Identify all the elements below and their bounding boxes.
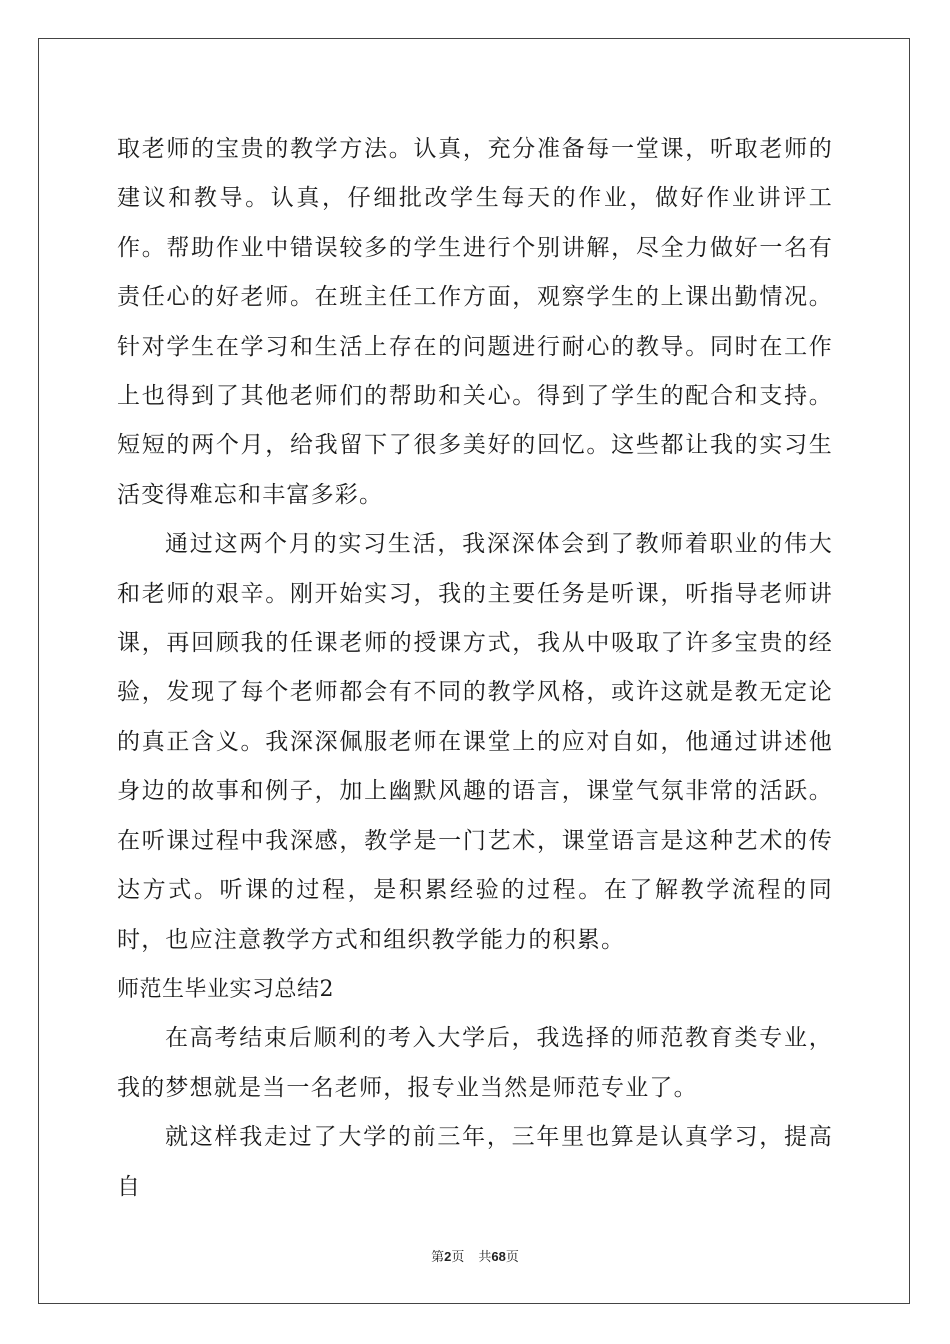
page-prefix: 第	[431, 1250, 445, 1265]
current-page-number: 2	[444, 1249, 452, 1264]
paragraph-2: 通过这两个月的实习生活，我深深体会到了教师着职业的伟大和老师的艰辛。刚开始实习，我的主要任务是听课，听指导老师讲课，再回顾我的任课老师的授课方式，我从中吸取了许多宝贵的经验，发现了每个老师都会有不同的教学风格，或许这就是教无定论的真正含义。我深深佩服老师在课堂上的应对自如，他通过讲述他身边的故事和例子，加上幽默风趣的语言，课堂气氛非常的活跃。在听课过程中我深感，教学是一门艺术，课堂语言是这种艺术的传达方式。听课的过程，是积累经验的过程。在了解教学流程的同时，也应注意教学方式和组织教学能力的积累。	[117, 531, 833, 953]
total-page-count: 68	[491, 1249, 506, 1264]
paragraph-4: 就这样我走过了大学的前三年，三年里也算是认真学习，提高自	[117, 1124, 833, 1200]
document-body	[117, 125, 833, 1212]
page-footer	[0, 1246, 950, 1265]
total-prefix: 共	[478, 1250, 492, 1265]
paragraph-1: 取老师的宝贵的教学方法。认真，充分准备每一堂课，听取老师的建议和教导。认真，仔细批改学生每天的作业，做好作业讲评工作。帮助作业中错误较多的学生进行个别讲解，尽全力做好一名有责任心的好老师。在班主任工作方面，观察学生的上课出勤情况。针对学生在学习和生活上存在的问题进行耐心的教导。同时在工作上也得到了其他老师们的帮助和关心。得到了学生的配合和支持。短短的两个月，给我留下了很多美好的回忆。这些都让我的实习生活变得难忘和丰富多彩。	[117, 136, 833, 508]
total-suffix: 页	[505, 1250, 519, 1265]
section-heading: 师范生毕业实习总结2	[117, 976, 334, 1002]
paragraph-3: 在高考结束后顺利的考入大学后，我选择的师范教育类专业，我的梦想就是当一名老师，报专业当然是师范专业了。	[117, 1025, 833, 1101]
page-suffix: 页	[451, 1250, 465, 1265]
